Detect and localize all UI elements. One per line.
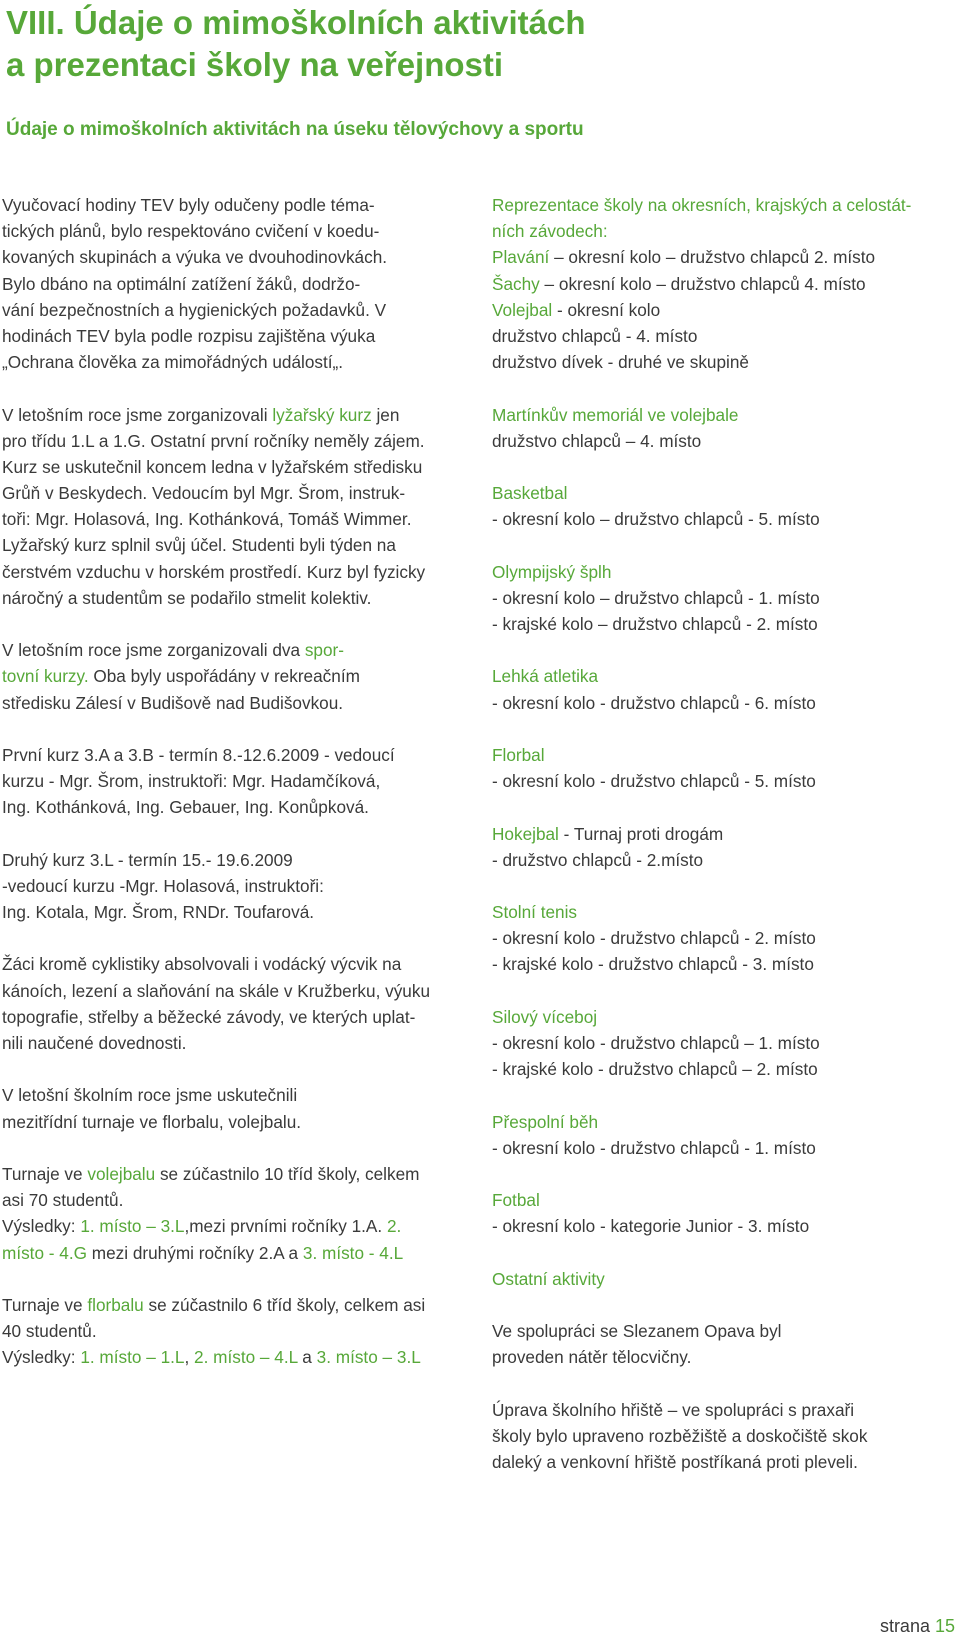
highlight-ski-course: lyžařský kurz: [272, 404, 372, 425]
text-span: Výsledky:: [2, 1216, 81, 1237]
page-number: [880, 1614, 955, 1638]
text-span: ,mezi prvními ročníky 1.A.: [184, 1216, 387, 1237]
text-line: proveden nátěr tělocvičny.: [492, 1347, 692, 1368]
text-line: Ing. Kothánková, Ing. Gebauer, Ing. Konůpková.: [2, 797, 369, 818]
text-span: – okresní kolo – družstvo chlapců 4. místo: [539, 273, 866, 294]
text-line: [2, 1161, 452, 1187]
text-line: kovaných skupinách a výuka ve dvouhodinovkách.: [2, 247, 388, 268]
text-line: Žáci kromě cyklistiky absolvovali i vodácký výcvik na: [2, 954, 402, 975]
text-line: [2, 402, 452, 428]
highlight-volleyball: volejbalu: [87, 1163, 156, 1184]
text-span: Turnaje ve: [2, 1163, 88, 1184]
sport-heading: Ostatní aktivity: [492, 1268, 605, 1289]
text-span: ,: [184, 1347, 195, 1368]
sport-name: Volejbal: [492, 299, 553, 320]
text-line: středisku Zálesí v Budišově nad Budišovkou.: [2, 692, 344, 713]
result-swimming: [492, 244, 932, 270]
highlight-result: místo - 4.G: [2, 1242, 87, 1263]
text-line: - krajské kolo - družstvo chlapců - 3. místo: [492, 954, 814, 975]
sport-section: [492, 559, 932, 638]
page-label: strana: [879, 1616, 935, 1636]
text-line: V letošní školním roce jsme uskutečnili: [2, 1085, 298, 1106]
text-line: - okresní kolo - družstvo chlapců - 2. místo: [492, 928, 816, 949]
text-line: asi 70 studentů.: [2, 1190, 124, 1211]
text-line: Bylo dbáno na optimální zatížení žáků, dodržo-: [2, 273, 361, 294]
highlight-result: 3. místo – 3.L: [316, 1347, 421, 1368]
text-line: Ve spolupráci se Slezanem Opava byl: [492, 1321, 782, 1342]
highlight-sport-courses: spor-: [304, 640, 344, 661]
text-line: čerstvém vzduchu v horském prostředí. Kurz byl fyzicky: [2, 561, 426, 582]
text-line: toři: Mgr. Holasová, Ing. Kothánková, Tomáš Wimmer.: [2, 509, 412, 530]
text-span: V letošním roce jsme zorganizovali dva: [2, 640, 305, 661]
text-line: Kurz se uskutečnil koncem ledna v lyžařském středisku: [2, 456, 423, 477]
text-line: Reprezentace školy na okresních, krajských a celostát-: [492, 195, 912, 215]
sport-name: Hokejbal: [492, 823, 559, 844]
text-line: - okresní kolo - družstvo chlapců – 1. místo: [492, 1033, 820, 1053]
text-span: mezi druhými ročníky 2.A a: [87, 1242, 303, 1263]
text-line: hodinách TEV byla podle rozpisu zajištěna výuka: [2, 325, 376, 346]
highlight-result: 3. místo - 4.L: [302, 1242, 404, 1263]
paragraph-tournaments: [2, 1082, 452, 1134]
highlight-result: 2. místo – 4.L: [194, 1347, 298, 1368]
paragraph-activities: [2, 951, 452, 1056]
sport-section: [492, 742, 932, 794]
page-title: [6, 2, 586, 86]
sport-section: [492, 1004, 932, 1083]
result-volleyball: [492, 297, 932, 323]
text-span: Turnaje ve: [2, 1294, 88, 1315]
text-line: -vedoucí kurzu -Mgr. Holasová, instruktoři:: [2, 875, 324, 896]
sport-heading: Fotbal: [492, 1190, 540, 1211]
sport-heading: Martínkův memoriál ve volejbale: [492, 404, 739, 425]
text-line: pro třídu 1.L a 1.G. Ostatní první ročníky neměly zájem.: [2, 430, 425, 451]
text-line: [2, 1213, 452, 1239]
text-line: - okresní kolo - kategorie Junior - 3. místo: [492, 1216, 810, 1237]
result-chess: [492, 271, 932, 297]
highlight-florbal: florbalu: [87, 1294, 144, 1315]
text-span: - okresní kolo: [552, 299, 661, 320]
text-span: V letošním roce jsme zorganizovali: [2, 404, 273, 425]
text-line: družstvo chlapců - 4. místo: [492, 325, 698, 346]
text-span: se zúčastnilo 6 tříd školy, celkem asi: [143, 1294, 426, 1315]
text-line: Ing. Kotala, Mgr. Šrom, RNDr. Toufarová.: [2, 902, 315, 923]
text-line: Grůň v Beskydech. Vedoucím byl Mgr. Šrom, instruk-: [2, 483, 406, 504]
text-line: „Ochrana člověka za mimořádných událostí„.: [2, 352, 344, 373]
sport-section: [492, 663, 932, 715]
sport-heading: Stolní tenis: [492, 902, 578, 923]
text-line: daleký a venkovní hřiště postříkaná proti pleveli.: [492, 1452, 858, 1472]
text-line: Lyžařský kurz splnil svůj účel. Studenti byli týden na: [2, 535, 396, 556]
text-line: - družstvo chlapců - 2.místo: [492, 849, 704, 870]
text-span: - Turnaj proti drogám: [558, 823, 724, 844]
paragraph-first-course: [2, 742, 452, 821]
paragraph-tev-lessons: [2, 192, 452, 375]
paragraph-volleyball-tournament: [2, 1161, 452, 1266]
text-line: družstvo dívek - druhé ve skupině: [492, 352, 749, 373]
sport-heading: Basketbal: [492, 483, 568, 504]
text-line: - okresní kolo – družstvo chlapců - 1. místo: [492, 587, 820, 608]
text-line: První kurz 3.A a 3.B - termín 8.-12.6.2009 - vedoucí: [2, 744, 395, 765]
text-line: Vyučovací hodiny TEV byly odučeny podle téma-: [2, 195, 375, 215]
text-line: mezitřídní turnaje ve florbalu, volejbalu.: [2, 1111, 302, 1132]
text-span: Výsledky:: [2, 1347, 81, 1368]
sport-section: [492, 1109, 932, 1161]
sport-name: Plavání: [492, 247, 550, 268]
highlight-result: 1. místo – 1.L: [80, 1347, 185, 1368]
text-line: vání bezpečnostních a hygienických požadavků. V: [2, 299, 387, 320]
text-line: kurzu - Mgr. Šrom, instruktoři: Mgr. Hadamčíková,: [2, 771, 381, 792]
right-column: [492, 192, 932, 1501]
text-line: [2, 1292, 452, 1318]
sport-heading: Florbal: [492, 744, 545, 765]
text-line: - okresní kolo - družstvo chlapců - 6. místo: [492, 692, 816, 713]
text-line: - krajské kolo - družstvo chlapců – 2. místo: [492, 1059, 818, 1080]
sport-section: [492, 480, 932, 532]
paragraph-sport-courses: [2, 637, 452, 716]
text-line: náročný a studentům se podařilo stmelit kolektiv.: [2, 587, 372, 608]
text-span: Oba byly uspořádány v rekreačním: [88, 666, 360, 687]
text-line: kánoích, lezení a slaňování na skále v Kružberku, výuku: [2, 980, 431, 1001]
sport-heading: Lehká atletika: [492, 666, 599, 687]
text-line: 40 studentů.: [2, 1321, 97, 1342]
sport-section: [492, 402, 932, 454]
paragraph-playground: [492, 1397, 932, 1476]
text-line: - krajské kolo – družstvo chlapců - 2. místo: [492, 614, 818, 634]
text-line: Úprava školního hřiště – ve spolupráci s praxaři: [492, 1399, 855, 1420]
highlight-result: 2.: [386, 1216, 402, 1237]
other-activities-heading: [492, 1266, 932, 1292]
paragraph-ski-course: [2, 402, 452, 612]
title-line: a prezentaci školy na veřejnosti: [6, 46, 504, 83]
text-line: [2, 663, 452, 689]
page-number-value: 15: [934, 1616, 955, 1636]
text-line: nili naučené dovednosti.: [2, 1033, 187, 1053]
sport-heading: Olympijský šplh: [492, 561, 612, 582]
text-line: - okresní kolo - družstvo chlapců - 5. místo: [492, 771, 816, 792]
text-line: tických plánů, bylo respektováno cvičení v koedu-: [2, 221, 380, 242]
section-subtitle: Údaje o mimoškolních aktivitách na úseku tělovýchovy a sportu: [6, 119, 584, 140]
sport-heading: Přespolní běh: [492, 1111, 599, 1132]
sport-heading: [492, 821, 932, 847]
sport-section: [492, 1187, 932, 1239]
text-line: [2, 1240, 452, 1266]
text-line: družstvo chlapců – 4. místo: [492, 430, 702, 451]
text-span: se zúčastnilo 10 tříd školy, celkem: [155, 1163, 420, 1184]
text-line: ních závodech:: [492, 221, 608, 242]
sport-name: Šachy: [492, 273, 540, 294]
paragraph-florbal-tournament: [2, 1292, 452, 1371]
text-line: - okresní kolo - družstvo chlapců - 1. místo: [492, 1137, 816, 1158]
text-span: jen: [371, 404, 400, 425]
highlight-result: 1. místo – 3.L: [80, 1216, 185, 1237]
paragraph-gym-painting: [492, 1318, 932, 1370]
text-line: [2, 637, 452, 663]
text-line: - okresní kolo – družstvo chlapců - 5. místo: [492, 509, 820, 530]
representation-block: [492, 192, 932, 375]
paragraph-second-course: [2, 847, 452, 926]
left-column: [2, 192, 452, 1397]
text-span: – okresní kolo – družstvo chlapců 2. místo: [549, 247, 876, 268]
text-line: Druhý kurz 3.L - termín 15.- 19.6.2009: [2, 849, 293, 870]
sport-section: [492, 899, 932, 978]
text-line: [2, 1344, 452, 1370]
text-line: topografie, střelby a běžecké závody, ve kterých uplat-: [2, 1006, 416, 1027]
highlight-sport-courses: tovní kurzy.: [2, 666, 89, 687]
sport-heading: Silový víceboj: [492, 1006, 598, 1027]
text-line: školy bylo upraveno rozběžiště a doskočiště skok: [492, 1425, 868, 1446]
text-span: a: [297, 1347, 317, 1368]
title-line: VIII. Údaje o mimoškolních aktivitách: [6, 4, 586, 41]
sport-section: [492, 821, 932, 873]
